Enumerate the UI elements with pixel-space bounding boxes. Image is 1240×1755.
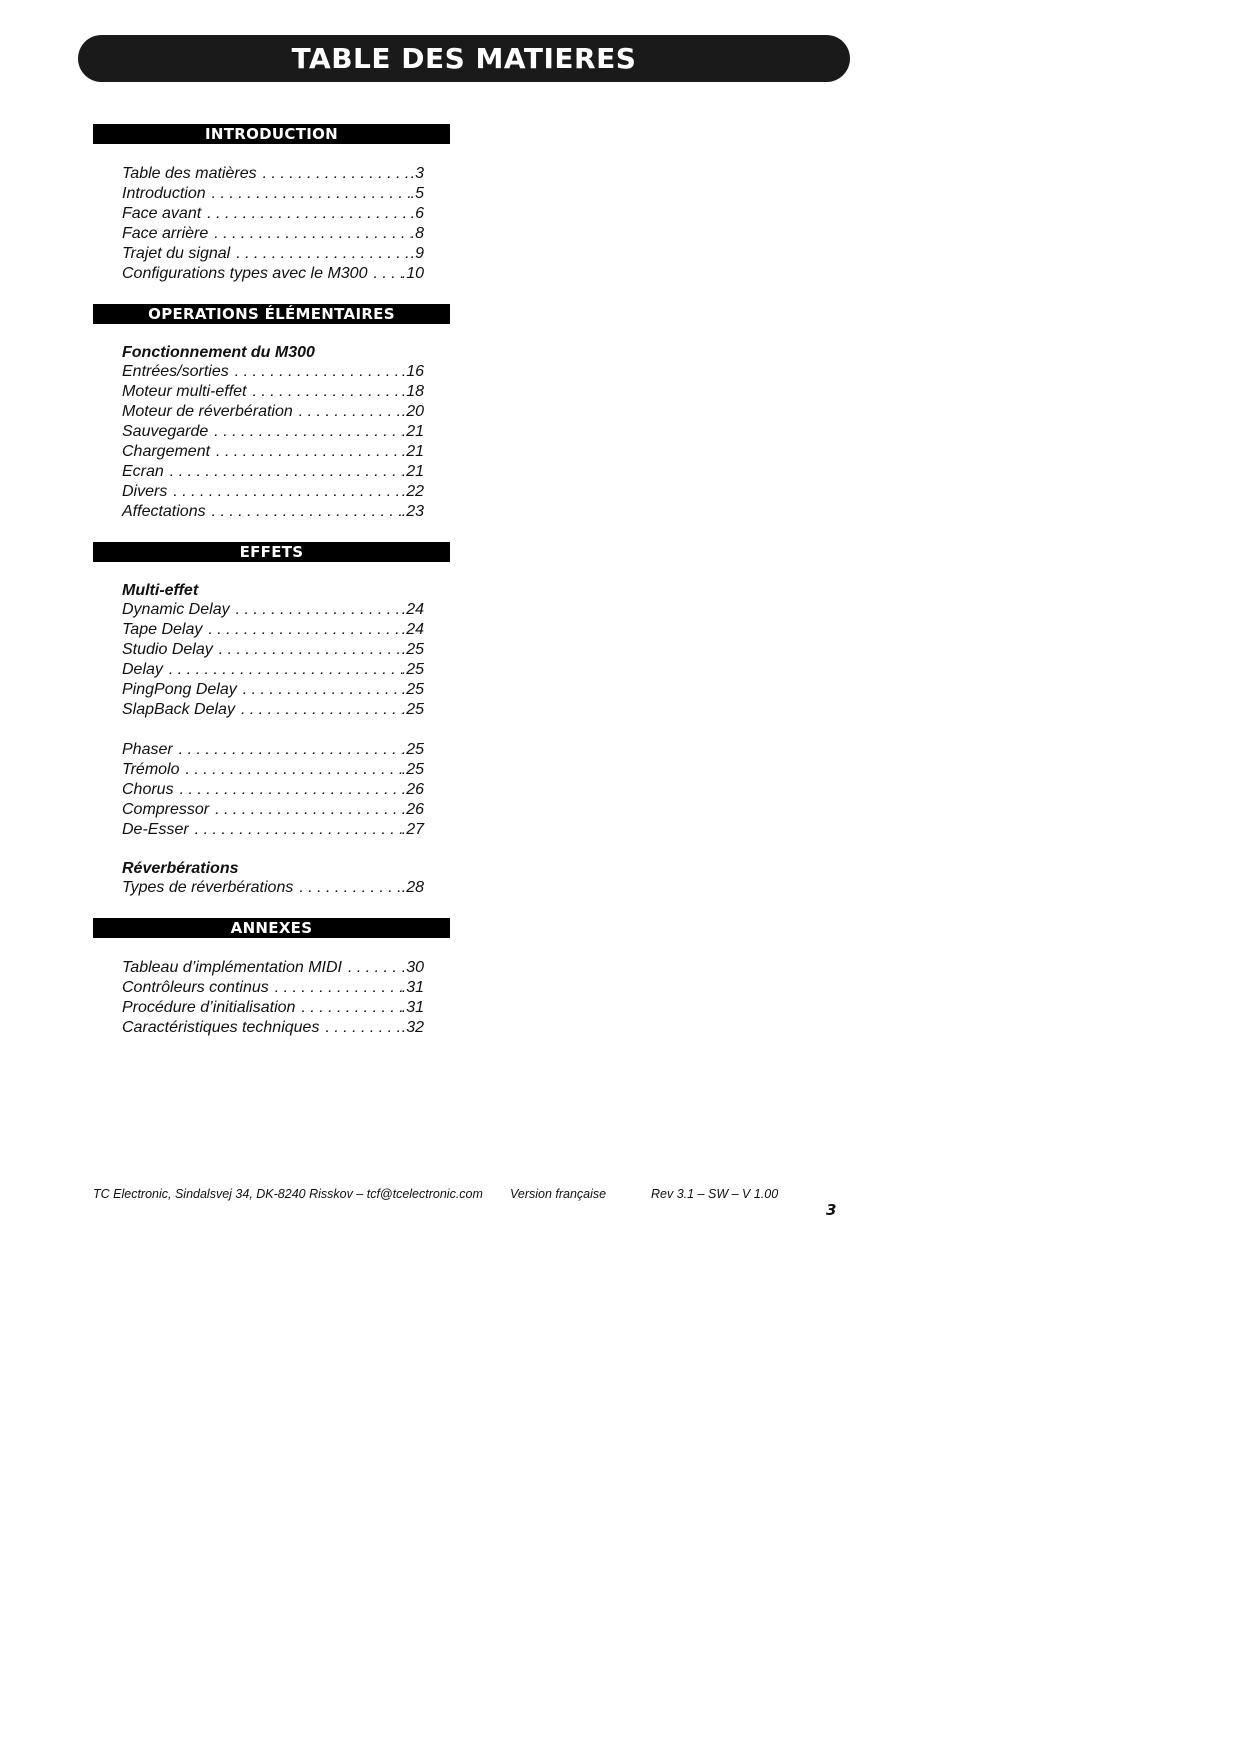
toc-entry[interactable]	[122, 878, 424, 898]
toc-entry-page: .25	[401, 761, 424, 778]
toc-entry[interactable]	[122, 800, 424, 820]
toc-entry-label: Chorus	[122, 781, 174, 798]
toc-entry-label: Trajet du signal	[122, 245, 231, 262]
toc-entry-label: Types de réverbérations	[122, 879, 294, 896]
toc-entry-page: .25	[401, 741, 424, 758]
toc-entry-label: Moteur multi-effet	[122, 383, 247, 400]
dot-leader	[301, 998, 401, 1018]
toc-entry-label: Face avant	[122, 205, 202, 222]
section-effets	[93, 562, 424, 918]
group-spacer	[122, 720, 424, 740]
dot-leader	[252, 382, 401, 402]
toc-entry[interactable]	[122, 164, 424, 184]
toc-entry-label: Moteur de réverbération	[122, 403, 293, 420]
footer-version: Version française	[510, 1187, 607, 1201]
footer-address: TC Electronic, Sindalsvej 34, DK-8240 Risskov – tcf@tcelectronic.com	[93, 1187, 483, 1201]
dot-leader	[215, 800, 402, 820]
toc-entry-page: .9	[410, 245, 424, 262]
toc-entry-page: .24	[401, 601, 424, 618]
toc-entry-label: PingPong Delay	[122, 681, 237, 698]
toc-entry-page: .24	[401, 621, 424, 638]
toc-entry-page: .20	[401, 403, 424, 420]
dot-leader	[214, 224, 410, 244]
toc-entry-label: Configurations types avec le M300	[122, 265, 368, 282]
toc-entry-label: Ecran	[122, 463, 164, 480]
section-header-annexes: ANNEXES	[93, 918, 450, 938]
dot-leader	[325, 1018, 401, 1038]
toc-entry-page: .21	[401, 443, 424, 460]
group-spacer	[122, 840, 424, 860]
toc-entry-page: .28	[401, 879, 424, 896]
title-banner	[78, 35, 850, 82]
group-title: Multi-effet	[122, 582, 199, 599]
toc-entry-page: .21	[401, 423, 424, 440]
toc-entry[interactable]	[122, 502, 424, 522]
table-of-contents	[93, 124, 450, 1058]
toc-entry-page: .10	[401, 265, 424, 282]
toc-entry[interactable]	[122, 998, 424, 1018]
toc-entry-label: Tableau d’implémentation MIDI	[122, 959, 342, 976]
toc-entry[interactable]	[122, 958, 424, 978]
toc-entry-page: .27	[401, 821, 424, 838]
dot-leader	[180, 780, 402, 800]
toc-entry-page: .32	[401, 1019, 424, 1036]
group-title: Fonctionnement du M300	[122, 344, 315, 361]
toc-entry-label: SlapBack Delay	[122, 701, 235, 718]
toc-entry-label: Entrées/sorties	[122, 363, 229, 380]
dot-leader	[299, 878, 401, 898]
toc-entry[interactable]	[122, 224, 424, 244]
dot-leader	[195, 820, 402, 840]
toc-entry-page: .16	[401, 363, 424, 380]
toc-entry[interactable]	[122, 600, 424, 620]
footer-revision: Rev 3.1 – SW – V 1.00	[651, 1187, 779, 1201]
dot-leader	[241, 700, 402, 720]
section-header-introduction: INTRODUCTION	[93, 124, 450, 144]
toc-entry-label: Procédure d’initialisation	[122, 999, 296, 1016]
toc-entry[interactable]	[122, 660, 424, 680]
dot-leader	[219, 640, 402, 660]
toc-entry-page: .30	[401, 959, 424, 976]
toc-entry[interactable]	[122, 442, 424, 462]
section-operations	[93, 324, 424, 542]
dot-leader	[236, 600, 402, 620]
toc-entry-label: Tape Delay	[122, 621, 203, 638]
toc-entry-label: Trémolo	[122, 761, 180, 778]
toc-entry[interactable]	[122, 1018, 424, 1038]
toc-entry[interactable]	[122, 422, 424, 442]
toc-entry[interactable]	[122, 700, 424, 720]
toc-entry[interactable]	[122, 640, 424, 660]
toc-entry-page: .6	[410, 205, 424, 222]
dot-leader	[170, 462, 402, 482]
dot-leader	[173, 482, 401, 502]
toc-entry-page: .8	[410, 225, 424, 242]
toc-entry-label: Contrôleurs continus	[122, 979, 269, 996]
section-annexes	[93, 938, 424, 1058]
toc-entry[interactable]	[122, 978, 424, 998]
dot-leader	[207, 204, 411, 224]
dot-leader	[373, 264, 401, 284]
dot-leader	[243, 680, 402, 700]
dot-leader	[299, 402, 402, 422]
dot-leader	[186, 760, 402, 780]
toc-entry-label: Compressor	[122, 801, 210, 818]
toc-entry-page: .26	[401, 781, 424, 798]
toc-entry[interactable]	[122, 184, 424, 204]
toc-entry-label: Affectations	[122, 503, 206, 520]
dot-leader	[179, 740, 402, 760]
toc-entry[interactable]	[122, 680, 424, 700]
toc-entry[interactable]	[122, 820, 424, 840]
toc-entry[interactable]	[122, 362, 424, 382]
toc-entry-page: .22	[401, 483, 424, 500]
toc-entry[interactable]	[122, 760, 424, 780]
dot-leader	[236, 244, 410, 264]
toc-entry-label: Sauvegarde	[122, 423, 209, 440]
dot-leader	[216, 442, 402, 462]
dot-leader	[208, 620, 401, 640]
toc-entry[interactable]	[122, 620, 424, 640]
toc-entry-page: .25	[401, 641, 424, 658]
toc-entry[interactable]	[122, 482, 424, 502]
toc-entry-page: .25	[401, 681, 424, 698]
toc-entry-label: Face arrière	[122, 225, 209, 242]
toc-entry-label: Caractéristiques techniques	[122, 1019, 320, 1036]
dot-leader	[212, 502, 402, 522]
dot-leader	[235, 362, 402, 382]
section-header-effets: EFFETS	[93, 542, 450, 562]
dot-leader	[263, 164, 411, 184]
toc-entry-page: .25	[401, 661, 424, 678]
toc-entry-label: Divers	[122, 483, 168, 500]
toc-entry[interactable]	[122, 382, 424, 402]
toc-entry[interactable]	[122, 740, 424, 760]
toc-entry-label: Introduction	[122, 185, 206, 202]
dot-leader	[275, 978, 402, 998]
toc-entry-label: Delay	[122, 661, 163, 678]
toc-entry-page: .23	[401, 503, 424, 520]
page-number: 3	[826, 1201, 837, 1219]
toc-entry[interactable]	[122, 204, 424, 224]
dot-leader	[214, 422, 401, 442]
page-title: TABLE DES MATIERES	[291, 42, 637, 75]
dot-leader	[212, 184, 411, 204]
toc-entry[interactable]	[122, 264, 424, 284]
dot-leader	[169, 660, 402, 680]
toc-entry-page: .3	[410, 165, 424, 182]
toc-entry-page: .31	[401, 979, 424, 996]
toc-entry[interactable]	[122, 244, 424, 264]
section-header-operations: OPERATIONS ÉLÉMENTAIRES	[93, 304, 450, 324]
toc-entry-page: .26	[401, 801, 424, 818]
toc-entry[interactable]	[122, 402, 424, 422]
section-introduction	[93, 144, 424, 304]
toc-entry-label: Chargement	[122, 443, 211, 460]
toc-entry-label: Phaser	[122, 741, 173, 758]
toc-entry[interactable]	[122, 462, 424, 482]
toc-entry-label: Table des matières	[122, 165, 257, 182]
toc-entry-page: .21	[401, 463, 424, 480]
toc-entry-page: .31	[401, 999, 424, 1016]
dot-leader	[348, 958, 402, 978]
group-title: Réverbérations	[122, 860, 239, 877]
toc-entry-page: .25	[401, 701, 424, 718]
toc-entry-label: De-Esser	[122, 821, 189, 838]
toc-entry-label: Studio Delay	[122, 641, 213, 658]
toc-entry[interactable]	[122, 780, 424, 800]
toc-entry-page: .18	[401, 383, 424, 400]
toc-entry-label: Dynamic Delay	[122, 601, 230, 618]
toc-entry-page: .5	[410, 185, 424, 202]
